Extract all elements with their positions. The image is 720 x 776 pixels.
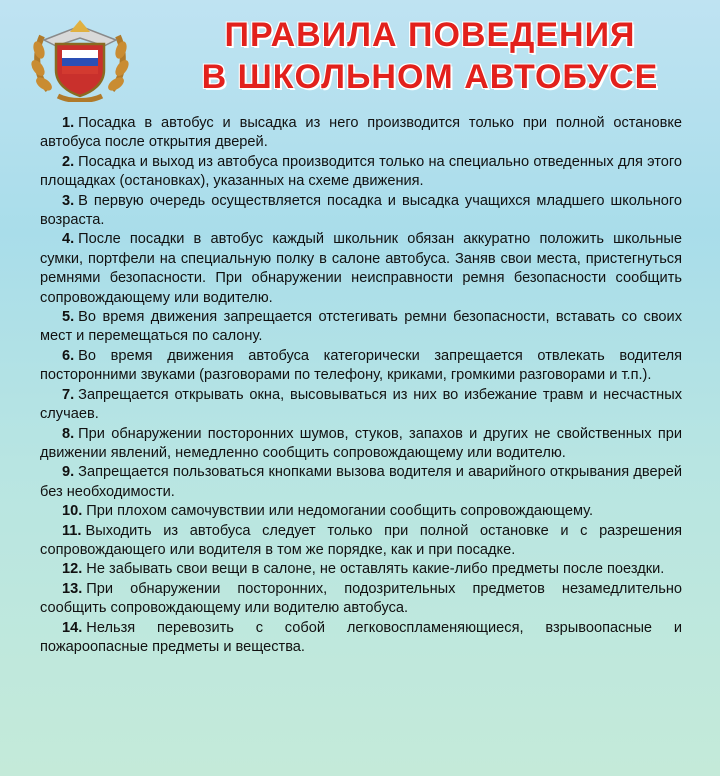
rule-text: В первую очередь осуществляется посадка и высадка учащихся младшего школьного возраста. (40, 192, 682, 229)
rule-item (40, 114, 682, 153)
rule-number: 14. (62, 619, 83, 636)
rule-item (40, 560, 682, 579)
rule-item (40, 153, 682, 192)
title-line-2: В ШКОЛЬНОМ АВТОБУСЕ (201, 58, 659, 96)
rule-text: Не забывать свои вещи в салоне, не оставлять какие-либо предметы после поездки. (86, 561, 665, 578)
rule-item (40, 347, 682, 386)
rules-list (40, 114, 682, 657)
rule-item (40, 192, 682, 231)
rule-text: Запрещается пользоваться кнопками вызова водителя и аварийного открывания дверей без необходимости. (40, 464, 682, 500)
title-line-1: ПРАВИЛА ПОВЕДЕНИЯ (224, 16, 636, 54)
rule-number: 10. (62, 503, 83, 520)
rule-text: Посадка в автобус и высадка из него производится только при полной остановке автобуса после открытия дверей. (40, 115, 682, 151)
rule-item (40, 386, 682, 425)
rule-item (40, 502, 682, 521)
rule-item (40, 308, 682, 347)
rule-number: 13. (62, 580, 83, 597)
rule-text: При обнаружении посторонних шумов, стуков, запахов и других не свойственных при движении явлений, немедленно сообщить сопровождающему или водителю. (40, 425, 682, 461)
rule-item (40, 522, 682, 561)
rule-text: Запрещается открывать окна, высовываться из них во избежание травм и несчастных случаев. (40, 386, 682, 423)
rule-number: 1. (62, 115, 75, 131)
rule-text: При плохом самочувствии или недомогании сообщить сопровождающему. (86, 503, 594, 520)
rule-number: 12. (62, 561, 83, 578)
traffic-police-emblem-icon (30, 10, 130, 102)
rule-number: 7. (62, 386, 75, 403)
rule-item (40, 230, 682, 308)
rule-number: 6. (62, 347, 75, 364)
rule-item (40, 580, 682, 619)
rule-text: Посадка и выход из автобуса производится только на специально отведенных для этого площадках (остановках), указанных на схеме движения. (40, 153, 682, 190)
rule-number: 3. (62, 192, 75, 209)
rule-text: Выходить из автобуса следует только при полной остановке и с разрешения сопровождающего или водителя в том же порядке, как и при посадке. (40, 522, 682, 558)
rule-text: При обнаружении посторонних, подозрительных предметов незамедлительно сообщить сопровождающему или водителю автобуса. (40, 580, 682, 617)
rule-number: 9. (62, 464, 75, 481)
rule-item (40, 619, 682, 658)
rule-text: Во время движения запрещается отстегивать ремни безопасности, вставать со своих мест и перемещаться по салону. (40, 309, 682, 345)
rule-text: Нельзя перевозить с собой легковоспламеняющиеся, взрывоопасные и пожароопасные предметы и вещества. (40, 619, 682, 655)
rule-number: 11. (62, 522, 82, 539)
page-title (150, 14, 710, 98)
rule-number: 4. (62, 231, 75, 248)
rule-number: 5. (62, 309, 75, 326)
rule-item (40, 425, 682, 464)
rule-number: 2. (62, 153, 75, 170)
rule-number: 8. (62, 425, 75, 442)
rule-item (40, 463, 682, 502)
rule-text: Во время движения автобуса категорически запрещается отвлекать водителя посторонними звуками (разговорами по телефону, криками, громкими разговорами и т.п.). (40, 347, 682, 384)
rule-text: После посадки в автобус каждый школьник обязан аккуратно положить школьные сумки, портфели на специальную полку в салоне автобуса. Заняв свои места, пристегнуться ремнями безопасности. При обнаружении неисправности ремня безопасности сообщить сопровождающему или водителю. (40, 231, 682, 306)
